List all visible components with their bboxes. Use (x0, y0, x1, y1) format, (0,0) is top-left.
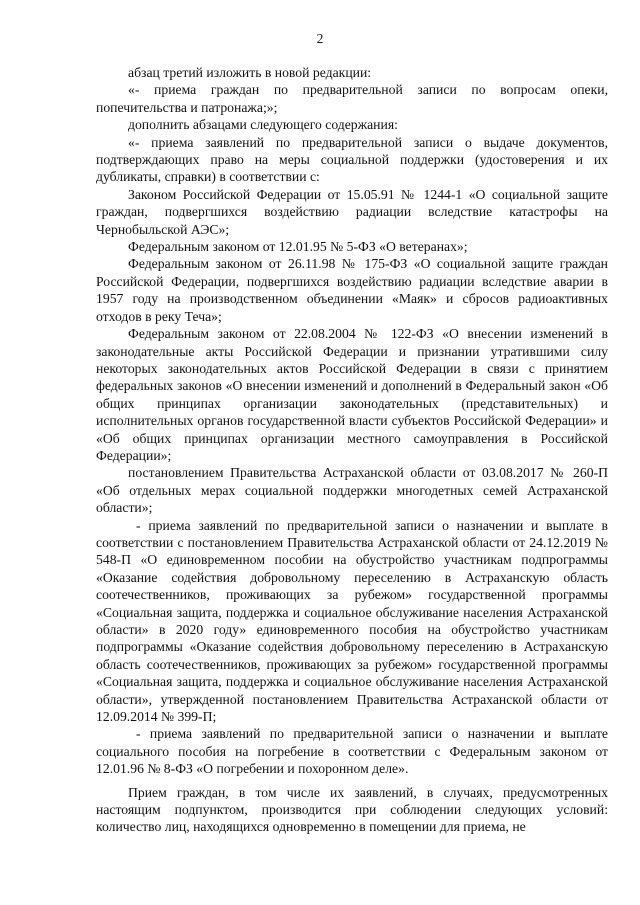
paragraph-law-122: Федеральным законом от 22.08.2004 № 122-ФЗ «О внесении изменений в законодательные акты Российской Федерации и признании утратившими силу некоторых законодательных актов Российской Федерации в связи с принятием федеральных законов «О внесении изменений и дополнений в Федеральный закон «Об общих принципах организации законодательных (представительных) и исполнительных органов государственной власти субъектов Российской Федерации» и «Об общих принципах организации местного самоуправления в Российской Федерации»; (96, 326, 608, 463)
paragraph-law-veterans: Федеральным законом от 12.01.95 № 5-ФЗ «О ветеранах»; (128, 239, 468, 255)
paragraph-law-mayak: Федеральным законом от 26.11.98 № 175-ФЗ «О социальной защите граждан Российской Федерации, подвергшихся воздействию радиации вследствие аварии в 1957 году на производственном объединении «Маяк» и сбросов радиоактивных отходов в реку Теча»; (96, 256, 608, 324)
paragraph-burial-allowance: - приема заявлений по предварительной записи о назначении и выплате социального пособия на погребение в соответствии с Федеральным законом от 12.01.96 № 8-ФЗ «О погребении и похоронном деле». (96, 726, 608, 777)
paragraph-supplement-intro: дополнить абзацами следующего содержания: (128, 117, 398, 133)
paragraph-decree-large-families: постановлением Правительства Астраханской области от 03.08.2017 № 260-П «Об отдельных мерах социальной поддержки многодетных семей Астраханской области»; (96, 465, 608, 516)
paragraph-amendment-intro: абзац третий изложить в новой редакции: (128, 65, 372, 80)
paragraph-law-chernobyl: Законом Российской Федерации от 15.05.91 № 1244-1 «О социальной защите граждан, подвергшихся воздействию радиации вследствие катастрофы на Чернобыльской АЭС»; (96, 186, 608, 237)
paragraph-guardianship: «- приема граждан по предварительной записи по вопросам опеки, попечительства и патронажа;»; (96, 82, 608, 115)
paragraph-resettlement-allowance: - приема заявлений по предварительной записи о назначении и выплате в соответствии с постановлением Правительства Астраханской области от 24.12.2019 № 548-П «О единовременном пособии на обустройство участникам подпрограммы «Оказание содействия добровольному переселению в Астраханскую область соотечественников, проживающих за рубежом» государственной программы «Социальная защита, поддержка и социальное обслуживание населения Астраханской области» в 2020 году» единовременного пособия на обустройство участникам подпрограммы «Оказание содействия добровольному переселению в Астраханскую область соотечественников, проживающих за рубежом» государственной программы «Социальная защита, поддержка и социальное обслуживание населения Астраханской области», утвержденной постановлением Правительства Астраханской области от 12.09.2014 № 399-П; (96, 517, 608, 725)
paragraph-documents: «- приема заявлений по предварительной записи о выдаче документов, подтверждающих право на меры социальной поддержки (удостоверения и их дубликаты, справки) в соответствии с: (96, 134, 608, 185)
paragraph-reception-conditions: Прием граждан, в том числе их заявлений, в случаях, предусмотренных настоящим подпунктом, производится при соблюдении следующих условий: количество лиц, находящихся одновременно в помещении для приема, не (96, 784, 608, 835)
document-body (96, 64, 608, 836)
page-number: 2 (316, 31, 324, 46)
